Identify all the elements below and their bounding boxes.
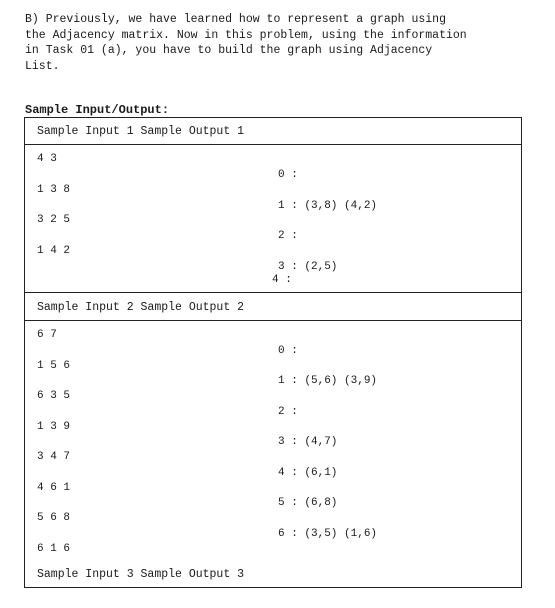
sample-2-output-line: 6 : (3,5) (1,6) <box>278 528 378 540</box>
sample-2-output-line: 0 : <box>278 345 298 357</box>
sample-1-output-line: 2 : <box>278 230 298 242</box>
divider <box>25 292 521 293</box>
intro-line-2: the Adjacency matrix. Now in this problem, using the information <box>25 28 467 42</box>
sample-2-input-line: 6 7 <box>37 329 57 341</box>
sample-2-input-line: 3 4 7 <box>37 451 71 463</box>
sample-2-input-line: 4 6 1 <box>37 482 71 494</box>
sample-3-header: Sample Input 3 Sample Output 3 <box>37 568 245 581</box>
sample-1-input-line: 1 3 8 <box>37 184 71 196</box>
sample-1-input-line: 3 2 5 <box>37 214 71 226</box>
section-title: Sample Input/Output: <box>25 103 170 117</box>
intro-line-1: B) Previously, we have learned how to represent a graph using <box>25 13 446 26</box>
intro-line-3: in Task 01 (a), you have to build the graph using Adjacency <box>25 44 433 57</box>
sample-2-input-line: 5 6 8 <box>37 512 71 524</box>
sample-1-header: Sample Input 1 Sample Output 1 <box>37 125 245 138</box>
sample-1-input-line: 1 4 2 <box>37 245 71 257</box>
sample-2-output-line: 5 : (6,8) <box>278 497 338 509</box>
sample-2-header: Sample Input 2 Sample Output 2 <box>37 301 245 314</box>
sample-2-output-line: 1 : (5,6) (3,9) <box>278 375 378 387</box>
divider <box>25 144 521 145</box>
divider <box>25 320 521 321</box>
sample-2-input-line: 6 1 6 <box>37 543 71 555</box>
sample-1-input-line: 4 3 <box>37 153 57 165</box>
sample-2-output-line: 4 : (6,1) <box>278 467 338 479</box>
sample-2-output-line: 3 : (4,7) <box>278 436 338 448</box>
intro-text <box>25 12 530 74</box>
sample-1-output-line: 0 : <box>278 169 298 181</box>
sample-2-input-line: 1 3 9 <box>37 421 71 433</box>
sample-2-output-line: 2 : <box>278 406 298 418</box>
sample-2-input-line: 1 5 6 <box>37 360 71 372</box>
sample-1-output-line: 4 : <box>272 274 292 286</box>
sample-1-output-line: 1 : (3,8) (4,2) <box>278 200 378 212</box>
sample-1-output-line: 3 : (2,5) <box>278 261 338 273</box>
intro-line-4: List. <box>25 59 60 73</box>
sample-io-table <box>24 117 522 588</box>
sample-2-input-line: 6 3 5 <box>37 390 71 402</box>
